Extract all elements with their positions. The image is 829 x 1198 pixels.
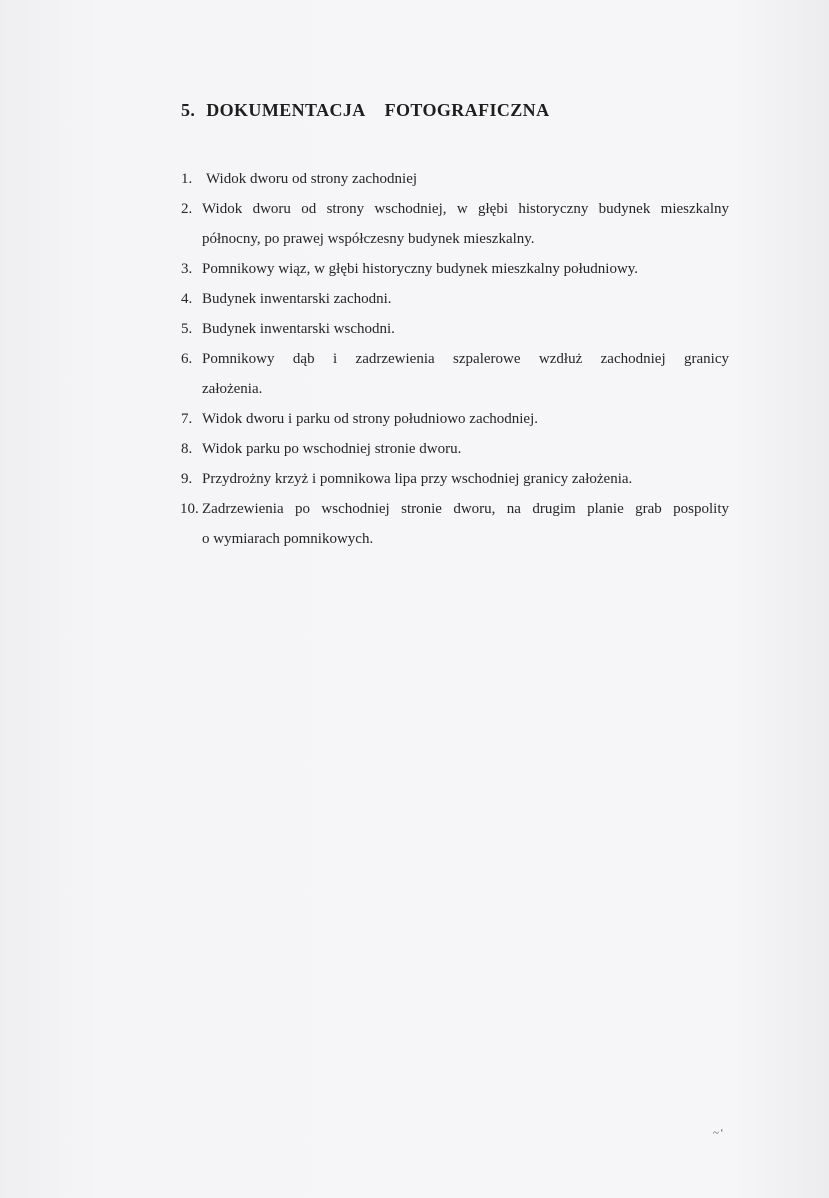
item-text: Widok parku po wschodniej stronie dworu.: [202, 441, 462, 457]
list-item: [181, 464, 729, 494]
item-text: Pomnikowy dąb i zadrzewienia szpalerowe wzdłuż zachodniej granicy: [202, 351, 729, 367]
list-item: [181, 314, 729, 344]
item-text: Widok dworu od strony zachodniej: [206, 171, 418, 187]
list-item: [181, 194, 729, 254]
item-number: 4.: [181, 291, 193, 307]
list-item: [181, 434, 729, 464]
item-text: Przydrożny krzyż i pomnikowa lipa przy wschodniej granicy założenia.: [202, 471, 633, 487]
list-item: [181, 344, 729, 404]
item-text: Widok dworu od strony wschodniej, w głębi historyczny budynek mieszkalny: [202, 201, 729, 217]
section-title-word-1: DOKUMENTACJA: [206, 100, 366, 120]
item-text: Budynek inwentarski wschodni.: [202, 321, 395, 337]
section-title-word-2: FOTOGRAFICZNA: [384, 100, 550, 120]
list-item: [181, 284, 729, 314]
section-number: 5.: [181, 100, 196, 120]
list-item: [181, 404, 729, 434]
page-number-mark: ~ʻ: [713, 1127, 725, 1139]
list-item: [181, 494, 729, 554]
item-number: 1.: [181, 171, 193, 187]
item-text-continued: północny, po prawej współczesny budynek mieszkalny.: [202, 231, 535, 247]
item-number: 10.: [180, 501, 199, 517]
list-item: [181, 164, 729, 194]
item-number: 6.: [181, 351, 193, 367]
item-number: 7.: [181, 411, 193, 427]
item-number: 8.: [181, 441, 193, 457]
item-text: Pomnikowy wiąz, w głębi historyczny budynek mieszkalny południowy.: [202, 261, 639, 277]
photo-list: [181, 164, 729, 554]
list-item: [181, 254, 729, 284]
item-text: Zadrzewienia po wschodniej stronie dworu, na drugim planie grab pospolity: [202, 501, 729, 517]
item-number: 9.: [181, 471, 193, 487]
item-number: 5.: [181, 321, 193, 337]
item-text: Budynek inwentarski zachodni.: [202, 291, 392, 307]
item-text-continued: założenia.: [202, 381, 263, 397]
item-text-continued: o wymiarach pomnikowych.: [202, 531, 374, 547]
item-number: 3.: [181, 261, 193, 277]
item-text: Widok dworu i parku od strony południowo zachodniej.: [202, 411, 539, 427]
section-heading: [181, 100, 549, 121]
item-number: 2.: [181, 201, 193, 217]
